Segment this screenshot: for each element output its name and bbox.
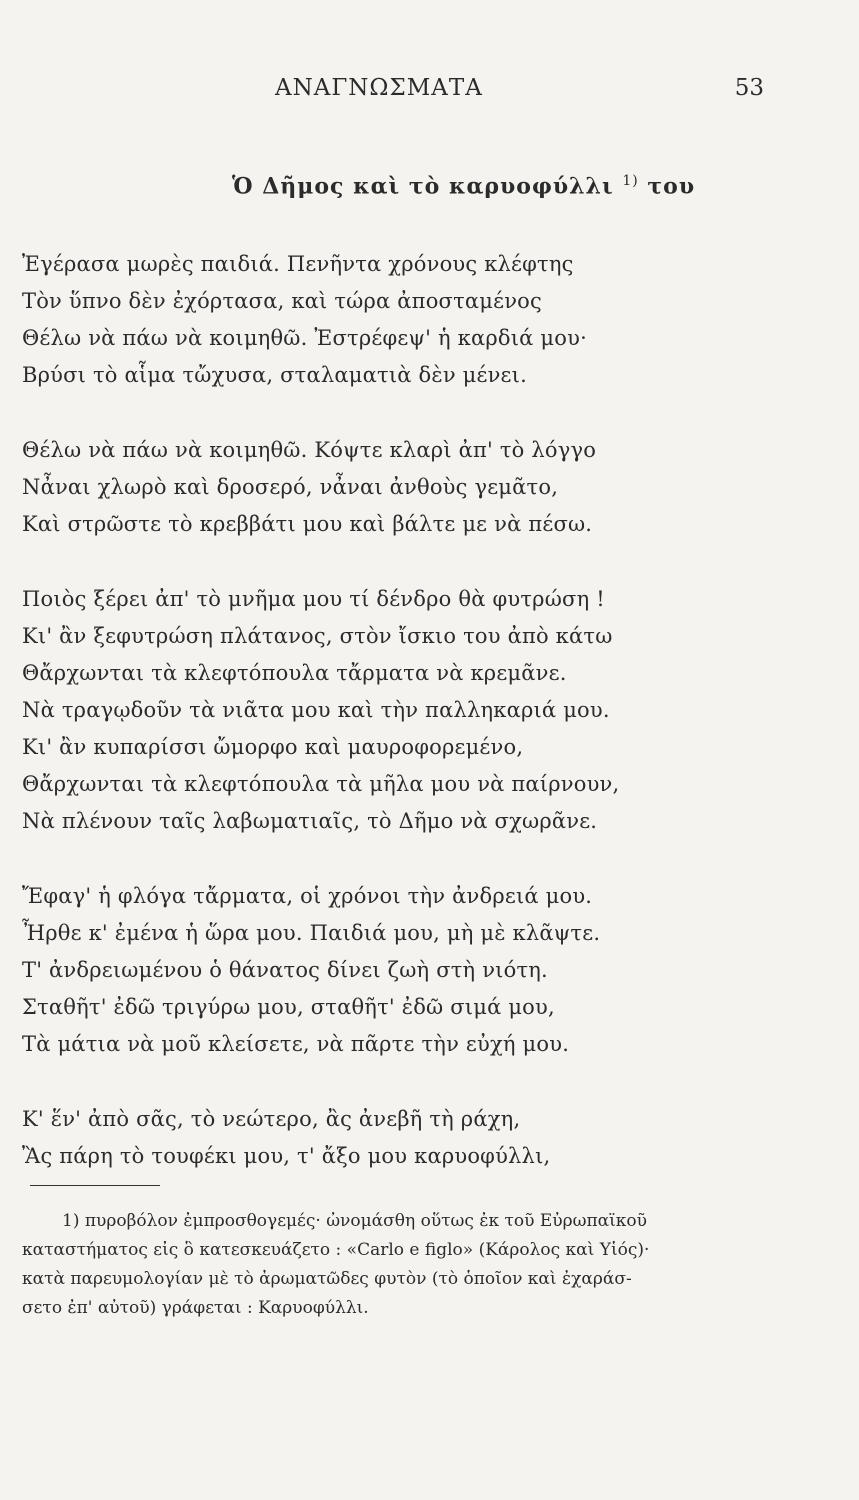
poem-body bbox=[22, 246, 782, 1213]
footnote bbox=[22, 1207, 812, 1323]
stanza-3 bbox=[22, 581, 782, 840]
verse-line: Ἐγέρασα μωρὲς παιδιά. Πενῆντα χρόνους κλέφτης bbox=[22, 252, 574, 276]
poem-title-text: Ὁ Δῆμος καὶ τὸ καρυοφύλλι bbox=[232, 173, 614, 200]
verse-line: Κι' ἂν κυπαρίσσι ὤμορφο καὶ μαυροφορεμένο, bbox=[22, 735, 524, 759]
verse-line: Θἄρχωνται τὰ κλεφτόπουλα τἄρματα νὰ κρεμᾶνε. bbox=[22, 661, 567, 685]
verse-line: Τ' ἀνδρειωμένου ὁ θάνατος δίνει ζωὴ στὴ νιότη. bbox=[22, 958, 548, 982]
verse-line: Νὰ τραγῳδοῦν τὰ νιᾶτα μου καὶ τὴν παλληκαριά μου. bbox=[22, 698, 610, 722]
verse-line: Βρύσι τὸ αἷμα τὤχυσα, σταλαματιὰ δὲν μένει. bbox=[22, 363, 527, 387]
stanza-2 bbox=[22, 432, 782, 543]
verse-line: Θέλω νὰ πάω νὰ κοιμηθῶ. Κόψτε κλαρὶ ἀπ' τὸ λόγγο bbox=[22, 438, 597, 462]
running-head bbox=[0, 70, 859, 110]
verse-line: Ἦρθε κ' ἐμένα ἡ ὥρα μου. Παιδιά μου, μὴ μὲ κλᾶψτε. bbox=[22, 921, 601, 945]
verse-line: Ποιὸς ξέρει ἀπ' τὸ μνῆμα μου τί δένδρο θὰ φυτρώση ! bbox=[22, 587, 605, 611]
footnote-line: 1) πυροβόλον ἐμπροσθογεμές· ὠνομάσθη οὕτως ἐκ τοῦ Εὐρωπαϊκοῦ bbox=[62, 1211, 647, 1231]
footnote-reference: 1) bbox=[622, 173, 639, 189]
verse-line: Καὶ στρῶστε τὸ κρεββάτι μου καὶ βάλτε με νὰ πέσω. bbox=[22, 512, 593, 536]
verse-line: Τὸν ὕπνο δὲν ἐχόρτασα, καὶ τώρα ἀποσταμένος bbox=[22, 289, 542, 313]
footnote-divider bbox=[30, 1185, 160, 1186]
verse-line: Τὰ μάτια νὰ μοῦ κλείσετε, νὰ πᾶρτε τὴν εὐχή μου. bbox=[22, 1032, 570, 1056]
stanza-1 bbox=[22, 246, 782, 394]
footnote-line: κατὰ παρευμολογίαν μὲ τὸ ἀρωματῶδες φυτὸν (τὸ ὁποῖον καὶ ἐχαράσ- bbox=[22, 1269, 632, 1289]
verse-line: Ἔφαγ' ἡ φλόγα τἄρματα, οἱ χρόνοι τὴν ἀνδρειά μου. bbox=[22, 884, 593, 908]
running-title: ΑΝΑΓΝΩΣΜΑΤΑ bbox=[275, 75, 483, 101]
footnote-line: καταστήματος εἰς ὃ κατεσκευάζετο : «Carlo e figlo» (Κάρολος καὶ Υἱός)· bbox=[22, 1240, 650, 1260]
page-number: 53 bbox=[734, 75, 764, 101]
verse-line: Νἆναι χλωρὸ καὶ δροσερό, νἆναι ἀνθοὺς γεμᾶτο, bbox=[22, 475, 559, 499]
verse-line: Κι' ἂν ξεφυτρώση πλάτανος, στὸν ἴσκιο του ἀπὸ κάτω bbox=[22, 624, 613, 648]
verse-line: Κ' ἕν' ἀπὸ σᾶς, τὸ νεώτερο, ἂς ἀνεβῆ τὴ ράχη, bbox=[22, 1107, 521, 1131]
stanza-4 bbox=[22, 878, 782, 1063]
poem-title-suffix: του bbox=[647, 173, 696, 200]
verse-line: Σταθῆτ' ἐδῶ τριγύρω μου, σταθῆτ' ἐδῶ σιμά μου, bbox=[22, 995, 555, 1019]
stanza-5 bbox=[22, 1101, 782, 1175]
verse-line: Νὰ πλένουν ταῖς λαβωματιαῖς, τὸ Δῆμο νὰ σχωρᾶνε. bbox=[22, 809, 598, 833]
verse-line: Θέλω νὰ πάω νὰ κοιμηθῶ. Ἐστρέφεψ' ἡ καρδιά μου· bbox=[22, 326, 587, 350]
poem-title bbox=[232, 173, 695, 199]
verse-line: Θἄρχωνται τὰ κλεφτόπουλα τὰ μῆλα μου νὰ παίρνουν, bbox=[22, 772, 620, 796]
footnote-line: σετο ἐπ' αὐτοῦ) γράφεται : Καρυοφύλλι. bbox=[22, 1298, 369, 1318]
verse-line: Ἂς πάρη τὸ τουφέκι μου, τ' ἄξο μου καρυοφύλλι, bbox=[22, 1144, 551, 1168]
